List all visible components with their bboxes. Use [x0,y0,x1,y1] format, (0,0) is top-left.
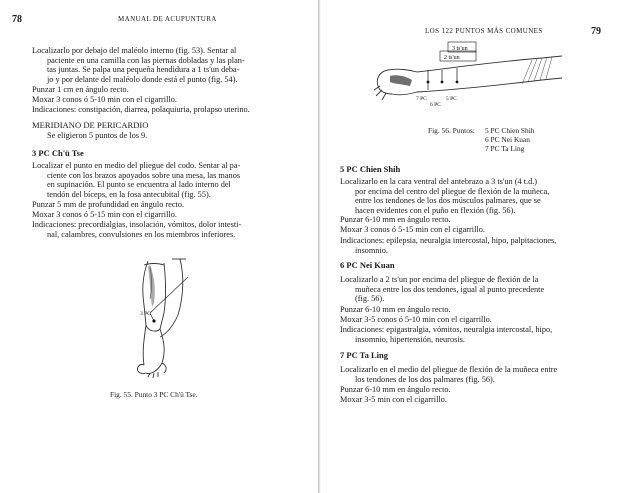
fig56-caption-row: 7 PC Ta Ling [485,144,525,153]
moxar-line: Moxar 3-5 conos ó 5-10 min con el cigarrillo. [340,315,492,324]
para-line: paciente en una camilla con las piernas dobladas y las plan- [47,55,245,65]
indications-line: nal, calambres, convulsiones en los miembros inferiores. [47,229,236,239]
running-head-left: MANUAL DE ACUPUNTURA [118,15,217,23]
para-line: Localizarlo por debajo del maléolo interno (fig. 53). Sentar al [32,46,237,55]
para-line: Localizarlo en el medio del pliegue de flexión de la muñeca entre [340,365,558,374]
para-line: entre los tendones de los dos músculos palmares, que se [355,196,541,206]
point-heading-7pc: 7 PC Ta Ling [340,350,388,360]
fig56-forearm-illustration [372,40,567,120]
point-heading-3pc: 3 PC Ch'ü Tse [32,148,84,158]
point-heading-6pc: 6 PC Nei Kuan [340,260,395,270]
para-line: jo y por delante del maléolo donde está el punto (fig. 54). [47,74,238,84]
left-page [0,0,318,493]
fig55-caption: Fig. 55. Punto 3 PC Ch'ü Tse. [110,390,198,399]
fig56-label-5pc: 5 PC [446,96,457,102]
indications-line: Indicaciones: precordialgias, insolación, vómitos, dolor intesti- [32,220,242,229]
fig56-caption-row: 6 PC Nei Kuan [485,135,530,144]
para-line: Localizarlo a 2 ts'un por encima del pliegue de flexión de la [340,275,539,284]
meridian-subtitle: Se eligieron 5 puntos de los 9. [47,131,148,140]
fig55-label: 3 PC [140,311,151,317]
indications-line: Indicaciones: epilepsia, neuralgia intercostal, hipo, palpitaciones, [340,236,557,245]
para-line: tas juntas. Se palpa una pequeña hendidura a 1 ts'un deba- [47,65,240,75]
fig56-label-6pc: 6 PC [430,102,441,108]
punzar-line: Punzar 5 mm de profundidad en ángulo recto. [32,200,185,209]
punzar-line: Punzar 6-10 mm en ángulo recto. [340,385,451,394]
moxar-line: Moxar 3 conos ó 5-15 min con el cigarrillo. [340,225,485,234]
fig56-label-7pc: 7 PC [416,96,427,102]
punzar-line: Punzar 6-10 mm en ángulo recto. [340,305,451,314]
fig56-label-3tsun: 3 ts'un [452,46,468,52]
para-line: Localizarlo en la cara ventral del antebrazo a 3 ts'un (4 t.d.) [340,177,538,186]
indications-line: insomnio, hipertensión, neurosis. [355,334,465,344]
page-number-left: 78 [12,14,22,25]
para-line: en supinación. El punto se encuentra al lado interno del [47,180,231,190]
punzar-line: Punzar 1 cm en ángulo recto. [32,85,129,94]
indications-line: Indicaciones: constipación, diarrea, polaquiuria, prolapso uterino. [32,105,250,114]
indications-line: Indicaciones: epigastralgia, vómitos, neuralgia intercostal, hipo, [340,325,553,334]
right-page [320,0,638,493]
fig56-caption-row: 5 PC Chien Shih [485,126,535,135]
para-line: Localizar el punto en medio del pliegue del codo. Sentar al pa- [32,161,241,170]
fig55-arm-illustration [120,255,220,380]
page-number-right: 79 [591,26,601,37]
indications-line: insomnio. [355,245,388,255]
moxar-line: Moxar 3 conos ó 5-15 min con el cigarrillo. [32,210,177,219]
punzar-line: Punzar 6-10 mm en ángulo recto. [340,215,451,224]
fig56-label-2tsun: 2 ts'un [444,55,460,61]
moxar-line: Moxar 3 conos ó 5-10 min con el cigarrillo. [32,95,177,104]
para-line: tendón del bíceps, en la fosa antecubital (fig. 55). [47,189,211,199]
running-head-right: LOS 122 PUNTOS MÁS COMUNES [425,27,543,35]
para-line: ciente con los brazos apoyados sobre una mesa, las manos [47,170,241,180]
fig56-caption-list [485,126,535,153]
para-line: por encima del centro del pliegue de flexión de la muñeca, [355,186,550,196]
meridian-title: MERIDIANO DE PERICARDIO [32,120,149,130]
para-line: los tendones de los dos palmares (fig. 56). [355,374,495,384]
point-heading-5pc: 5 PC Chien Shih [340,164,401,174]
moxar-line: Moxar 3-5 min con el cigarrillo. [340,395,447,404]
para-line: muñeca entre los dos tendones, igual al punto precedente [355,284,545,294]
para-line: hacen evidentes con el puño en flexión (fig. 56). [355,205,516,215]
para-line: (fig. 56). [355,294,385,304]
fig56-caption-lead: Fig. 56. Puntos: [428,126,475,135]
